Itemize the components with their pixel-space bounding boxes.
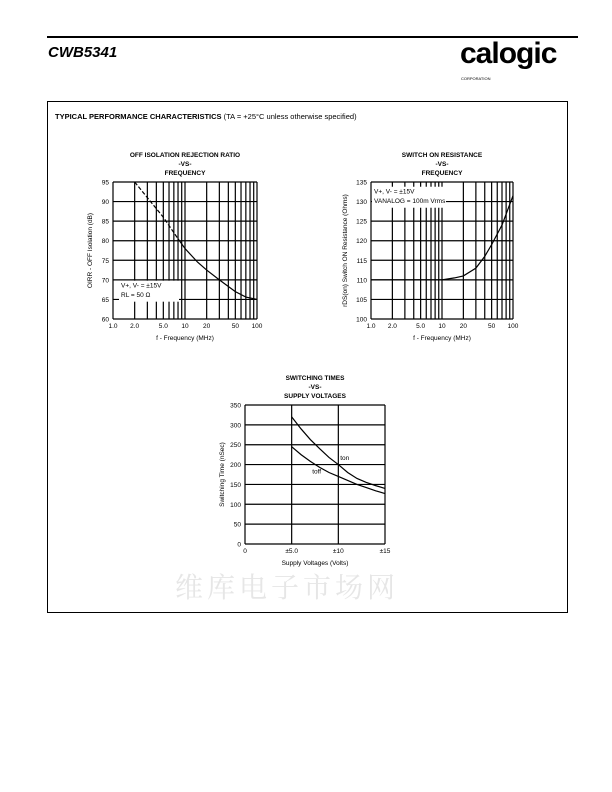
y-tick-label: 95 — [101, 179, 109, 187]
chart-1 — [342, 152, 519, 342]
y-tick-label: 65 — [101, 296, 109, 304]
y-tick-label: 75 — [101, 257, 109, 265]
chart-title-line: FREQUENCY — [421, 170, 463, 177]
x-tick-label: 50 — [488, 323, 496, 330]
y-tick-label: 60 — [101, 316, 109, 324]
y-tick-label: 200 — [230, 462, 241, 470]
chart-title-line: SWITCH ON RESISTANCE — [401, 152, 483, 159]
y-tick-label: 85 — [101, 218, 109, 226]
y-axis-label: OIRR - OFF Isolation (dB) — [87, 212, 94, 289]
x-tick-label: 10 — [181, 323, 189, 330]
y-tick-label: 105 — [356, 296, 367, 304]
y-tick-label: 100 — [230, 501, 241, 509]
y-tick-label: 120 — [356, 238, 367, 246]
annotation-text: V+, V- = ±15V — [121, 282, 162, 290]
y-tick-label: 350 — [230, 402, 241, 410]
x-tick-label: 2.0 — [130, 323, 140, 330]
x-tick-label: 100 — [251, 323, 263, 330]
x-tick-label: 50 — [231, 323, 239, 330]
series-line — [178, 239, 257, 300]
logo-subtext: CORPORATION — [461, 76, 491, 81]
x-tick-label: 5.0 — [416, 323, 426, 330]
x-tick-label: ±5.0 — [285, 548, 298, 555]
x-tick-label: 0 — [243, 548, 247, 555]
y-tick-label: 250 — [230, 442, 241, 450]
chart-title-line: -VS- — [308, 384, 322, 391]
y-axis-label: Switching Time (nSec) — [219, 442, 226, 507]
x-tick-label: 1.0 — [108, 323, 118, 330]
watermark: 维库电子市场网 — [175, 571, 400, 604]
chart-title-line: SUPPLY VOLTAGES — [284, 393, 346, 400]
x-tick-label: ±15 — [379, 548, 391, 555]
x-axis-label: Supply Voltages (Volts) — [281, 560, 349, 567]
logo-text: calogic — [460, 37, 557, 70]
chart-title-line: FREQUENCY — [164, 170, 206, 177]
x-tick-label: 1.0 — [366, 323, 376, 330]
x-axis-label: f - Frequency (MHz) — [413, 335, 471, 342]
x-tick-label: 10 — [438, 323, 446, 330]
x-tick-label: 100 — [507, 323, 519, 330]
x-tick-label: 20 — [203, 323, 211, 330]
chart-title-line: -VS- — [178, 161, 192, 168]
part-number-title: CWB5341 — [48, 44, 118, 61]
x-axis-label: f - Frequency (MHz) — [156, 335, 214, 342]
y-tick-label: 110 — [356, 277, 367, 285]
chart-title-line: SWITCHING TIMES — [285, 375, 345, 382]
chart-0 — [87, 152, 263, 342]
y-tick-label: 90 — [101, 199, 109, 207]
x-tick-label: ±10 — [332, 548, 344, 555]
y-tick-label: 150 — [230, 481, 241, 489]
y-tick-label: 80 — [101, 238, 109, 246]
y-tick-label: 0 — [237, 541, 241, 549]
x-tick-label: 2.0 — [387, 323, 397, 330]
series-label-ton: ton — [340, 454, 350, 462]
x-tick-label: 5.0 — [158, 323, 168, 330]
section-title: TYPICAL PERFORMANCE CHARACTERISTICS — [55, 112, 222, 121]
y-tick-label: 115 — [356, 257, 367, 265]
y-axis-label: rDS(on) Switch ON Resistance (Ohms) — [342, 194, 349, 307]
section-condition: (TA = +25°C unless otherwise specified) — [223, 112, 357, 121]
y-tick-label: 130 — [356, 199, 367, 207]
series-label-toff: toff — [312, 468, 322, 476]
y-tick-label: 100 — [356, 316, 367, 324]
y-tick-label: 50 — [233, 521, 241, 529]
y-tick-label: 135 — [356, 179, 367, 187]
chart-title-line: -VS- — [435, 161, 449, 168]
annotation-text: VANALOG = 100m Vrms — [374, 198, 446, 206]
y-tick-label: 300 — [230, 422, 241, 430]
y-tick-label: 125 — [356, 218, 367, 226]
y-tick-label: 70 — [101, 277, 109, 285]
annotation-text: V+, V- = ±15V — [374, 188, 415, 196]
chart-2 — [219, 375, 391, 567]
x-tick-label: 20 — [459, 323, 467, 330]
chart-title-line: OFF ISOLATION REJECTION RATIO — [129, 152, 241, 159]
annotation-text: RL = 50 Ω — [121, 292, 151, 300]
